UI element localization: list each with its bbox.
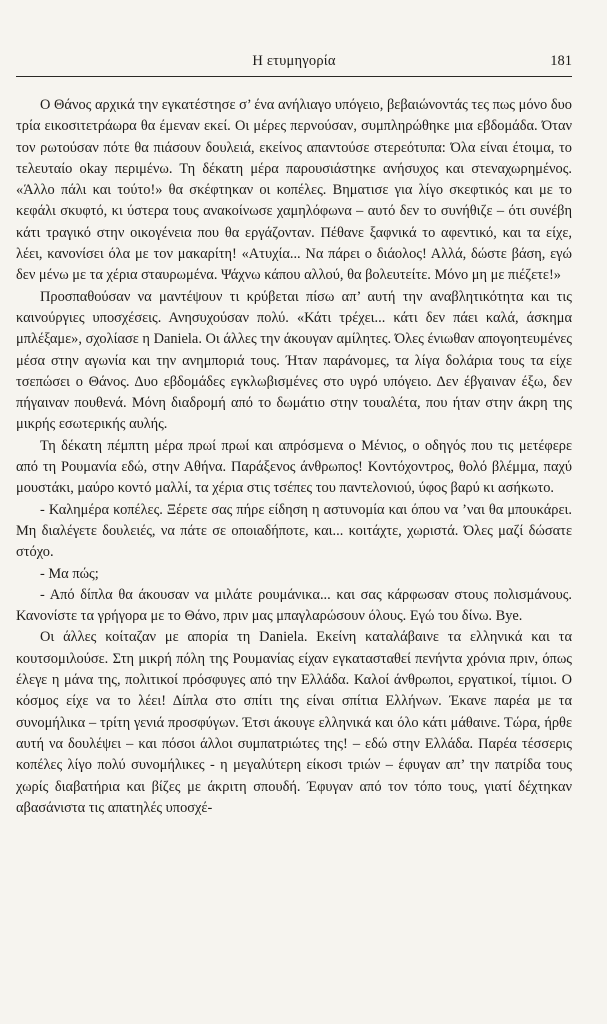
dialogue-line: - Καλημέρα κοπέλες. Ξέρετε σας πήρε είδηση η αστυνομία και όπου να ’ναι θα μπουκάρει. Μη διαλέγετε δουλειές, να πάτε σε οποιαδήποτε, και... κοιτάχτε, χωριστά. Όλες μαζί δώσατε στόχο. bbox=[16, 501, 572, 561]
paragraph: Προσπαθούσαν να μαντέψουν τι κρύβεται πίσω απ’ αυτή την αναβλητικότητα και τις καινούργιες υποσχέσεις. Ανησυχούσαν πολύ. «Κάτι τρέχει... κάτι δεν πάει καλά, άσκημα μπλέξαμε», σχολίασε η Daniela. Οι άλλες την άκουγαν αμίλητες. Όλες ένιωθαν απογοητευμένες μέσα στην αγωνία και την ανημποριά τους. Ήταν παράνομες, τα λίγα δολάρια τους τα είχε τσεπώσει ο Θάνος. Δυο εβδομάδες εγκλωβισμένες στο υγρό υπόγειο. Δεν έβγαιναν έξω, δεν πήγαιναν πουθενά. Μόνη διαδρομή από το δωμάτιο στην τουαλέτα, που ήταν στην άκρη της μικρής εσωτερικής αυλής. bbox=[16, 288, 572, 433]
page-body bbox=[16, 95, 572, 819]
running-header bbox=[16, 50, 572, 77]
paragraph: Ο Θάνος αρχικά την εγκατέστησε σ’ ένα ανήλιαγο υπόγειο, βεβαιώνοντάς τες πως μόνο δυο τρία εικοσιτετράωρα θα έμεναν εκεί. Οι μέρες περνούσαν, συμπληρώθηκε μια εβδομάδα. Όταν τον ρωτούσαν πότε θα πιάσουν δουλειά, εκείνος απαντούσε στερεότυπα: Όλα είναι έτοιμα, το τελευταίο okay περιμένω. Τη δέκατη μέρα παρουσιάστηκε ανήσυχος και στεναχωρημένος. «Άλλο πάλι και τούτο!» θα σκέφτηκαν οι κοπέλες. Βηματισε για λίγο σκεφτικός και με το κεφάλι σκυφτό, κι ύστερα τους ανακοίνωσε χαμηλόφωνα – αυτό δεν το συνήθιζε – ότι συνέβη κάτι τραγικό στην οικογένεια που θα εργάζονταν. Πέθανε ξαφνικά το αφεντικό, και τα είχε, λέει, κανονίσει όλα με τον μακαρίτη! «Ατυχία... Να πάρει ο διάολος! Αλλά, δώστε βάση, εγώ δεν μένω με τα χέρια σταυρωμένα. Ψάχνω κάπου αλλού, θα βολευτείτε. Μόνο μη με πιέζετε!» bbox=[16, 97, 572, 284]
paragraph: Οι άλλες κοίταζαν με απορία τη Daniela. Εκείνη καταλάβαινε τα ελληνικά και τα κουτσομιλούσε. Στη μικρή πόλη της Ρουμανίας είχαν εγκατασταθεί πενήντα χρόνια πριν, όπως έλεγε η μάνα της, πολιτικοί πρόσφυγες από την Ελλάδα. Καλοί άνθρωποι, εργατικοί, τίμιοι. Ο κόσμος είχε να το λέει! Δίπλα στο σπίτι της είναι σπίτια Ελλήνων. Έκανε παρέα με τα συνομήλικα – τρίτη γενιά προσφύγων. Έτσι άκουγε ελληνικά και όλο κάτι μάθαινε. Τώρα, ήρθε αυτή να δουλέψει – και πόσοι άλλοι συμπατριώτες της! – εδώ στην Ελλάδα. Παρέα τέσσερις κοπέλες λίγο πολύ συνομήλικες - η μεγαλύτερη είκοσι τριών – έφυγαν απ’ την πατρίδα τους χωρίς διαβατήρια και βίζες με άκριτη σπουδή. Έφυγαν από τον τόπο τους, γιατί δέχτηκαν αβασάνιστα τις απατηλές υποσχέ- bbox=[16, 629, 572, 816]
paragraph: Τη δέκατη πέμπτη μέρα πρωί πρωί και απρόσμενα ο Μένιος, ο οδηγός που τις μετέφερε από τη Ρουμανία εδώ, στην Αθήνα. Παράξενος άνθρωπος! Κοντόχοντρος, θολό βλέμμα, παχύ μουστάκι, μαύρο κοντό μαλλί, τα χέρια στις τσέπες του παντελονιού, ύφος βαρύ κι ασήκωτο. bbox=[16, 437, 572, 497]
chapter-title: Η ετυμηγορία bbox=[252, 53, 336, 69]
dialogue-line: - Μα πώς; bbox=[40, 565, 99, 582]
dialogue-line: - Από δίπλα θα άκουσαν να μιλάτε ρουμάνικα... και σας κάρφωσαν στους πολισμάνους. Κανονίστε τα γρήγορα με το Θάνο, πριν μας μπαγλαρώσουν όλους. Εγώ του δίνω. Bye. bbox=[16, 586, 572, 625]
page-number: 181 bbox=[550, 53, 572, 69]
